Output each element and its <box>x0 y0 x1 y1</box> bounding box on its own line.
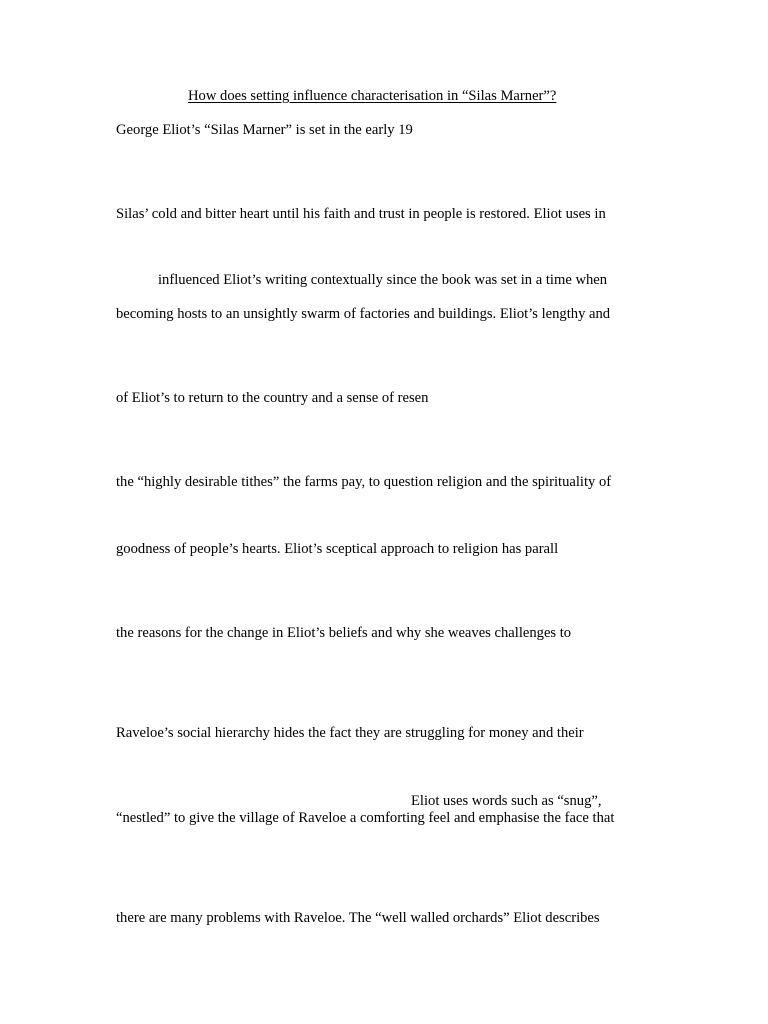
text-line: George Eliot’s “Silas Marner” is set in the early 19 <box>116 122 413 138</box>
text-line: of Eliot’s to return to the country and a sense of resen <box>116 390 429 406</box>
text-line: Silas’ cold and bitter heart until his faith and trust in people is restored. Eliot uses in <box>116 206 606 222</box>
text-line: becoming hosts to an unsightly swarm of factories and buildings. Eliot’s lengthy and <box>116 306 611 322</box>
text-line: goodness of people’s hearts. Eliot’s sceptical approach to religion has parall <box>116 541 559 557</box>
document-title: How does setting influence characterisation in “Silas Marner”? <box>188 88 557 104</box>
text-line: the “highly desirable tithes” the farms pay, to question religion and the spirituality of <box>116 474 612 490</box>
text-line: influenced Eliot’s writing contextually since the book was set in a time when <box>158 272 608 288</box>
text-line: Raveloe’s social hierarchy hides the fact they are struggling for money and their <box>116 725 584 741</box>
text-line: there are many problems with Raveloe. The “well walled orchards” Eliot describes <box>116 910 600 926</box>
text-line: the reasons for the change in Eliot’s beliefs and why she weaves challenges to <box>116 625 572 641</box>
text-line: “nestled” to give the village of Raveloe a comforting feel and emphasise the face that <box>116 810 615 826</box>
text-line: Eliot uses words such as “snug”, <box>411 793 602 809</box>
